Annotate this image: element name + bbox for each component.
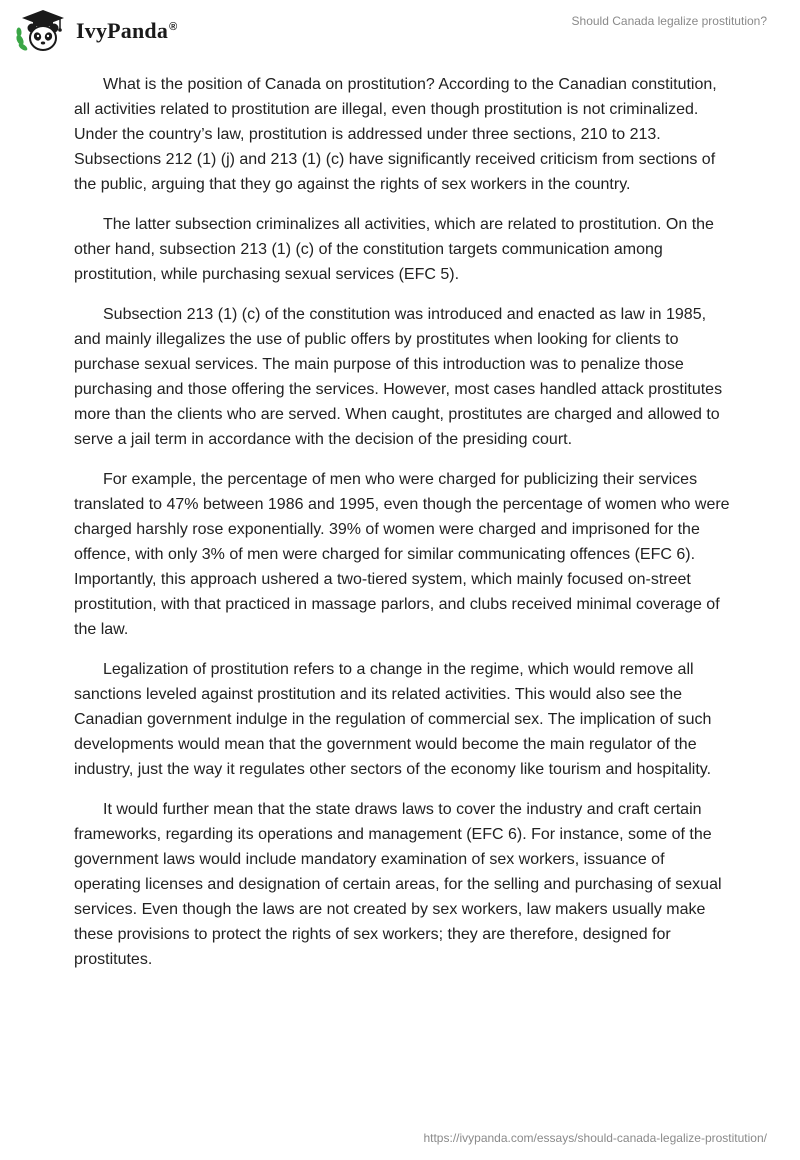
paragraph: What is the position of Canada on prostitution? According to the Canadian constitution, all activities related to prostitution are illegal, even though prostitution is not criminalized. Under the country’s law, prostitution is addressed under three sections, 210 to 213. Subsections 212 (1) (j) and 213 (1) (c) have significantly received criticism from sections of the public, arguing that they go against the rights of sex workers in the country. [74, 76, 717, 193]
paragraph: Legalization of prostitution refers to a change in the regime, which would remove all sanctions leveled against prostitution and its related activities. This would also see the Canadian government indulge in the regulation of commercial sex. The implication of such developments would mean that the government would become the main regulator of the industry, just the way it regulates other sectors of the economy like tourism and hospitality. [74, 661, 712, 778]
panda-graduate-icon [14, 7, 72, 53]
essay-body [74, 72, 734, 987]
running-title: Should Canada legalize prostitution? [571, 14, 767, 28]
paragraph: For example, the percentage of men who were charged for publicizing their services translated to 47% between 1986 and 1995, even though the percentage of women who were charged harshly rose exponentially. 39% of women were charged and imprisoned for the offence, with only 3% of men were charged for similar communicating offences (EFC 6). Importantly, this approach ushered a two-tiered system, which mainly focused on-street prostitution, with that practiced in massage parlors, and clubs received minimal coverage of the law. [74, 471, 730, 638]
source-url-link[interactable]: https://ivypanda.com/essays/should-canada-legalize-prostitution/ [423, 1131, 767, 1145]
page-header [0, 0, 800, 60]
registered-mark: ® [169, 20, 178, 33]
brand-name: IvyPanda® [76, 18, 178, 43]
paragraph: It would further mean that the state draws laws to cover the industry and craft certain frameworks, regarding its operations and management (EFC 6). For instance, some of the government laws would include mandatory examination of sex workers, issuance of operating licenses and designation of certain areas, for the selling and purchasing of sexual services. Even though the laws are not created by sex workers, law makers usually make these provisions to protect the rights of sex workers; they are therefore, designed for prostitutes. [74, 801, 722, 968]
brand-logo[interactable] [14, 7, 177, 53]
paragraph: Subsection 213 (1) (c) of the constitution was introduced and enacted as law in 1985, and mainly illegalizes the use of public offers by prostitutes when looking for clients to purchase sexual services. The main purpose of this introduction was to penalize those purchasing and those offering the services. However, most cases handled attack prostitutes more than the clients who are served. When caught, prostitutes are charged and allowed to serve a jail term in accordance with the decision of the presiding court. [74, 306, 723, 448]
paragraph: The latter subsection criminalizes all activities, which are related to prostitution. On the other hand, subsection 213 (1) (c) of the constitution targets communication among prostitution, while purchasing sexual services (EFC 5). [74, 216, 714, 283]
